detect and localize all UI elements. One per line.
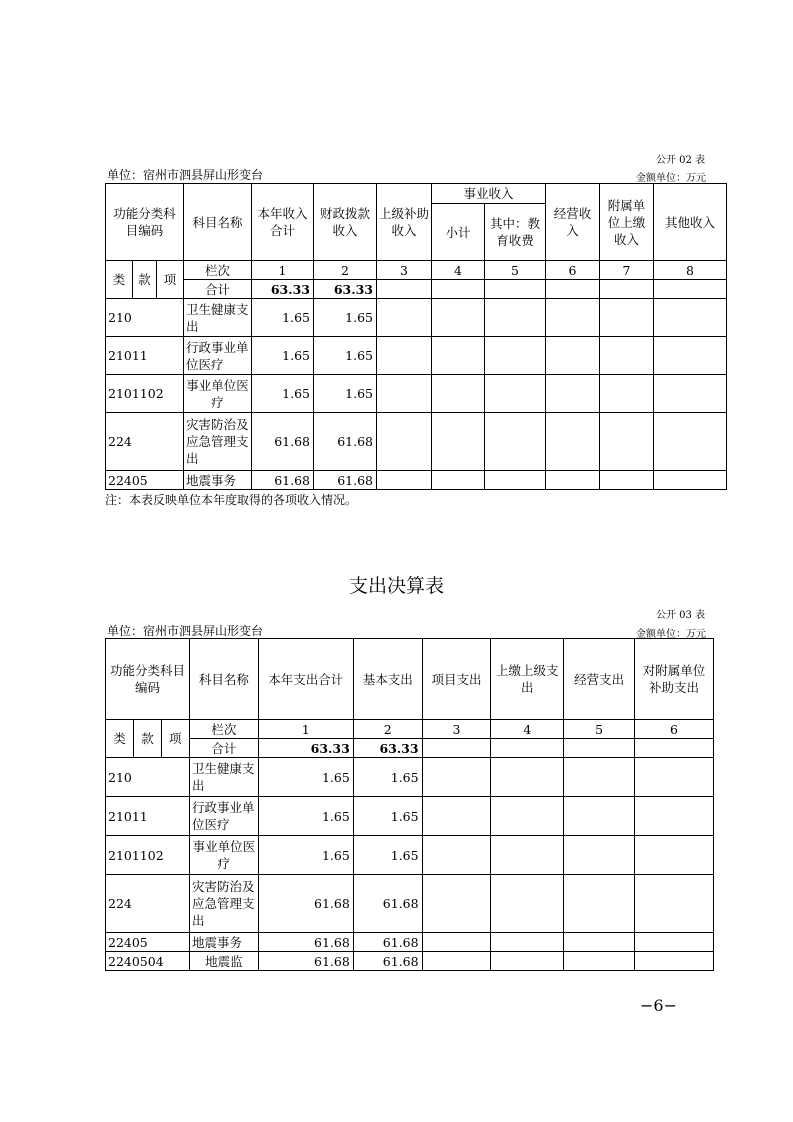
row-name: 行政事业单位医疗 bbox=[189, 797, 258, 836]
header-affiliated-income: 附属单位上缴收入 bbox=[600, 184, 654, 261]
table1-unit: 单位：宿州市泗县屏山形变台 bbox=[107, 168, 264, 182]
table-row bbox=[106, 375, 727, 413]
row-total: 61.68 bbox=[258, 952, 353, 971]
col-number: 5 bbox=[485, 261, 546, 280]
col-number: 2 bbox=[353, 720, 422, 739]
table-row bbox=[106, 875, 714, 933]
row-code: 22405 bbox=[106, 933, 190, 952]
header-subject-name: 科目名称 bbox=[189, 639, 258, 720]
header-basic-expense: 基本支出 bbox=[353, 639, 422, 720]
row-basic: 61.68 bbox=[353, 875, 422, 933]
row-name: 地震事务 bbox=[184, 471, 252, 490]
table-row bbox=[106, 299, 727, 337]
header-superior-payment: 上缴上级支出 bbox=[491, 639, 564, 720]
table-row bbox=[106, 471, 727, 490]
row-basic: 1.65 bbox=[353, 758, 422, 797]
row-basic: 61.68 bbox=[353, 952, 422, 971]
row-name: 灾害防治及应急管理支出 bbox=[189, 875, 258, 933]
header-superior-subsidy: 上级补助收入 bbox=[377, 184, 432, 261]
header-operating-income: 经营收入 bbox=[546, 184, 600, 261]
table-row bbox=[106, 836, 714, 875]
header-fiscal-income: 财政拨款收入 bbox=[314, 184, 377, 261]
header-total-expense: 本年支出合计 bbox=[258, 639, 353, 720]
table1-amount-unit: 金额单位：万元 bbox=[636, 173, 706, 184]
col-number: 1 bbox=[252, 261, 314, 280]
table-row bbox=[106, 933, 714, 952]
expense-table bbox=[105, 638, 714, 971]
col-number: 5 bbox=[564, 720, 635, 739]
col-number: 6 bbox=[635, 720, 714, 739]
header-subject-name: 科目名称 bbox=[184, 184, 252, 261]
header-operating-expense: 经营支出 bbox=[564, 639, 635, 720]
header-func-code: 功能分类科目编码 bbox=[106, 639, 190, 720]
col-number: 8 bbox=[654, 261, 727, 280]
header-lei: 类 bbox=[106, 720, 134, 758]
header-other-income: 其他收入 bbox=[654, 184, 727, 261]
row-total: 61.68 bbox=[258, 933, 353, 952]
table2-unit: 单位：宿州市泗县屏山形变台 bbox=[107, 624, 264, 638]
row-name: 地震监 bbox=[189, 952, 258, 971]
row-code: 224 bbox=[106, 875, 190, 933]
row-name: 事业单位医疗 bbox=[189, 836, 258, 875]
row-fiscal: 1.65 bbox=[314, 299, 377, 337]
col-number: 7 bbox=[600, 261, 654, 280]
total-basic-value: 63.33 bbox=[353, 739, 422, 758]
row-total: 1.65 bbox=[252, 337, 314, 375]
total-label: 合计 bbox=[184, 280, 252, 299]
row-code: 21011 bbox=[106, 337, 184, 375]
total-label: 合计 bbox=[189, 739, 258, 758]
row-name: 卫生健康支出 bbox=[184, 299, 252, 337]
row-name: 卫生健康支出 bbox=[189, 758, 258, 797]
income-table bbox=[105, 183, 727, 490]
row-code: 2101102 bbox=[106, 836, 190, 875]
total-fiscal-value: 63.33 bbox=[314, 280, 377, 299]
col-number: 6 bbox=[546, 261, 600, 280]
row-total: 1.65 bbox=[258, 797, 353, 836]
header-business-income: 事业收入 bbox=[432, 184, 546, 204]
row-name: 事业单位医疗 bbox=[184, 375, 252, 413]
col-number: 3 bbox=[377, 261, 432, 280]
table-row bbox=[106, 337, 727, 375]
row-code: 224 bbox=[106, 413, 184, 471]
table2-amount-unit: 金额单位：万元 bbox=[636, 629, 706, 640]
total-income-value: 63.33 bbox=[252, 280, 314, 299]
table-row bbox=[106, 797, 714, 836]
col-number: 4 bbox=[491, 720, 564, 739]
header-total-income: 本年收入合计 bbox=[252, 184, 314, 261]
row-name: 地震事务 bbox=[189, 933, 258, 952]
table1-code: 公开 02 表 bbox=[656, 155, 706, 166]
row-code: 22405 bbox=[106, 471, 184, 490]
row-total: 1.65 bbox=[258, 758, 353, 797]
row-total: 61.68 bbox=[252, 413, 314, 471]
header-lanci: 栏次 bbox=[189, 720, 258, 739]
row-total: 61.68 bbox=[258, 875, 353, 933]
row-fiscal: 1.65 bbox=[314, 337, 377, 375]
header-func-code: 功能分类科目编码 bbox=[106, 184, 184, 261]
header-lanci: 栏次 bbox=[184, 261, 252, 280]
row-total: 1.65 bbox=[252, 375, 314, 413]
table-row bbox=[106, 952, 714, 971]
header-xiang: 项 bbox=[161, 720, 189, 758]
row-code: 21011 bbox=[106, 797, 190, 836]
header-education-fee: 其中：教育收费 bbox=[485, 204, 546, 261]
row-name: 灾害防治及应急管理支出 bbox=[184, 413, 252, 471]
table2-code: 公开 03 表 bbox=[656, 610, 706, 621]
col-number: 2 bbox=[314, 261, 377, 280]
row-basic: 61.68 bbox=[353, 933, 422, 952]
header-kuan: 款 bbox=[133, 261, 157, 299]
row-code: 2101102 bbox=[106, 375, 184, 413]
row-code: 210 bbox=[106, 299, 184, 337]
row-fiscal: 61.68 bbox=[314, 471, 377, 490]
page-number: −6− bbox=[640, 996, 677, 1015]
header-subtotal: 小计 bbox=[432, 204, 485, 261]
col-number: 1 bbox=[258, 720, 353, 739]
table-row bbox=[106, 413, 727, 471]
table-row bbox=[106, 758, 714, 797]
row-code: 210 bbox=[106, 758, 190, 797]
header-xiang: 项 bbox=[157, 261, 184, 299]
total-expense-value: 63.33 bbox=[258, 739, 353, 758]
header-affiliated-subsidy: 对附属单位补助支出 bbox=[635, 639, 714, 720]
row-fiscal: 61.68 bbox=[314, 413, 377, 471]
col-number: 3 bbox=[422, 720, 491, 739]
row-name: 行政事业单位医疗 bbox=[184, 337, 252, 375]
header-project-expense: 项目支出 bbox=[422, 639, 491, 720]
header-kuan: 款 bbox=[134, 720, 161, 758]
row-basic: 1.65 bbox=[353, 797, 422, 836]
table1-note: 注：本表反映单位本年度取得的各项收入情况。 bbox=[105, 493, 358, 507]
row-total: 1.65 bbox=[258, 836, 353, 875]
table2-title: 支出决算表 bbox=[348, 575, 444, 597]
row-basic: 1.65 bbox=[353, 836, 422, 875]
col-number: 4 bbox=[432, 261, 485, 280]
row-fiscal: 1.65 bbox=[314, 375, 377, 413]
header-lei: 类 bbox=[106, 261, 133, 299]
row-total: 1.65 bbox=[252, 299, 314, 337]
row-code: 2240504 bbox=[106, 952, 190, 971]
row-total: 61.68 bbox=[252, 471, 314, 490]
